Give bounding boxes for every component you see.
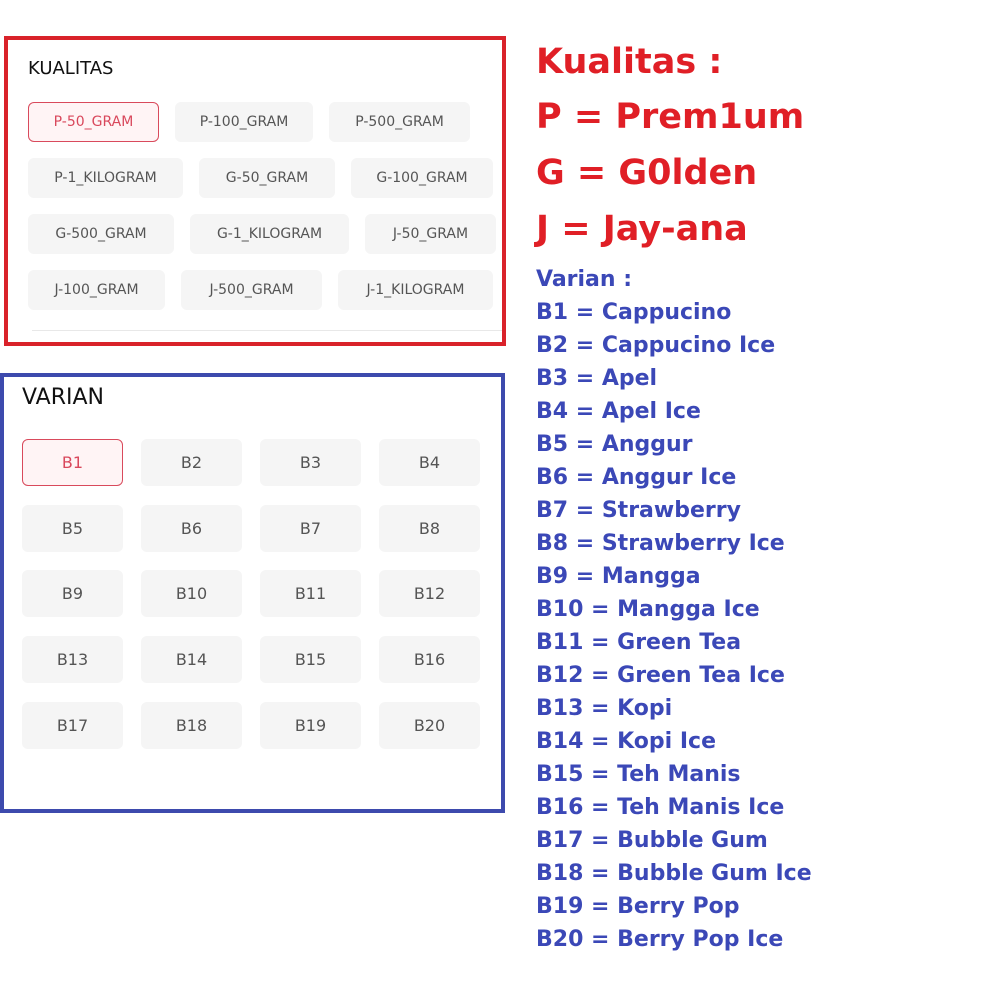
kualitas-option-p-1-kilogram[interactable]: P-1_KILOGRAM [28,158,183,198]
varian-option-b8[interactable]: B8 [379,505,480,552]
legend-varian-item-b7: B7 = Strawberry [536,498,741,523]
kualitas-title: KUALITAS [28,58,114,79]
kualitas-option-p-100-gram[interactable]: P-100_GRAM [175,102,313,142]
varian-title: VARIAN [22,385,104,410]
legend-kualitas-item-j: J = Jay-ana [536,209,748,249]
legend-varian-item-b19: B19 = Berry Pop [536,894,740,919]
varian-option-b7[interactable]: B7 [260,505,361,552]
legend-varian-item-b9: B9 = Mangga [536,564,701,589]
legend-varian-item-b6: B6 = Anggur Ice [536,465,737,490]
varian-option-b14[interactable]: B14 [141,636,242,683]
legend-varian-item-b17: B17 = Bubble Gum [536,828,768,853]
kualitas-option-p-500-gram[interactable]: P-500_GRAM [329,102,470,142]
legend-kualitas-item-p: P = Prem1um [536,97,805,137]
legend-kualitas-heading: Kualitas : [536,42,723,82]
legend-varian-item-b20: B20 = Berry Pop Ice [536,927,784,952]
varian-option-b6[interactable]: B6 [141,505,242,552]
varian-panel [0,373,505,813]
legend-varian-item-b4: B4 = Apel Ice [536,399,701,424]
legend-varian-item-b10: B10 = Mangga Ice [536,597,760,622]
legend-varian-item-b11: B11 = Green Tea [536,630,742,655]
kualitas-option-g-50-gram[interactable]: G-50_GRAM [199,158,335,198]
legend-varian-item-b12: B12 = Green Tea Ice [536,663,785,688]
varian-option-b5[interactable]: B5 [22,505,123,552]
varian-option-b19[interactable]: B19 [260,702,361,749]
legend-varian-item-b1: B1 = Cappucino [536,300,732,325]
varian-option-b11[interactable]: B11 [260,570,361,617]
legend-varian-heading: Varian : [536,267,633,292]
kualitas-option-j-50-gram[interactable]: J-50_GRAM [365,214,496,254]
legend-varian-item-b3: B3 = Apel [536,366,658,391]
varian-option-b9[interactable]: B9 [22,570,123,617]
varian-option-b3[interactable]: B3 [260,439,361,486]
kualitas-option-g-100-gram[interactable]: G-100_GRAM [351,158,493,198]
legend-varian-item-b16: B16 = Teh Manis Ice [536,795,785,820]
kualitas-option-g-500-gram[interactable]: G-500_GRAM [28,214,174,254]
legend-varian-item-b18: B18 = Bubble Gum Ice [536,861,812,886]
varian-option-b4[interactable]: B4 [379,439,480,486]
varian-option-b20[interactable]: B20 [379,702,480,749]
varian-option-b15[interactable]: B15 [260,636,361,683]
legend-kualitas-item-g: G = G0lden [536,153,758,193]
varian-option-b13[interactable]: B13 [22,636,123,683]
varian-option-b1[interactable]: B1 [22,439,123,486]
legend-varian-item-b2: B2 = Cappucino Ice [536,333,776,358]
kualitas-option-j-500-gram[interactable]: J-500_GRAM [181,270,322,310]
varian-option-b18[interactable]: B18 [141,702,242,749]
varian-option-b2[interactable]: B2 [141,439,242,486]
kualitas-divider [32,330,502,331]
legend-varian-item-b5: B5 = Anggur [536,432,693,457]
kualitas-panel [4,36,506,346]
legend-varian-item-b8: B8 = Strawberry Ice [536,531,785,556]
varian-option-b16[interactable]: B16 [379,636,480,683]
varian-option-b10[interactable]: B10 [141,570,242,617]
legend-varian-item-b14: B14 = Kopi Ice [536,729,717,754]
kualitas-option-g-1-kilogram[interactable]: G-1_KILOGRAM [190,214,349,254]
varian-option-b12[interactable]: B12 [379,570,480,617]
kualitas-option-j-1-kilogram[interactable]: J-1_KILOGRAM [338,270,493,310]
legend-varian-item-b13: B13 = Kopi [536,696,673,721]
kualitas-option-j-100-gram[interactable]: J-100_GRAM [28,270,165,310]
kualitas-option-p-50-gram[interactable]: P-50_GRAM [28,102,159,142]
legend-varian-item-b15: B15 = Teh Manis [536,762,741,787]
varian-option-b17[interactable]: B17 [22,702,123,749]
